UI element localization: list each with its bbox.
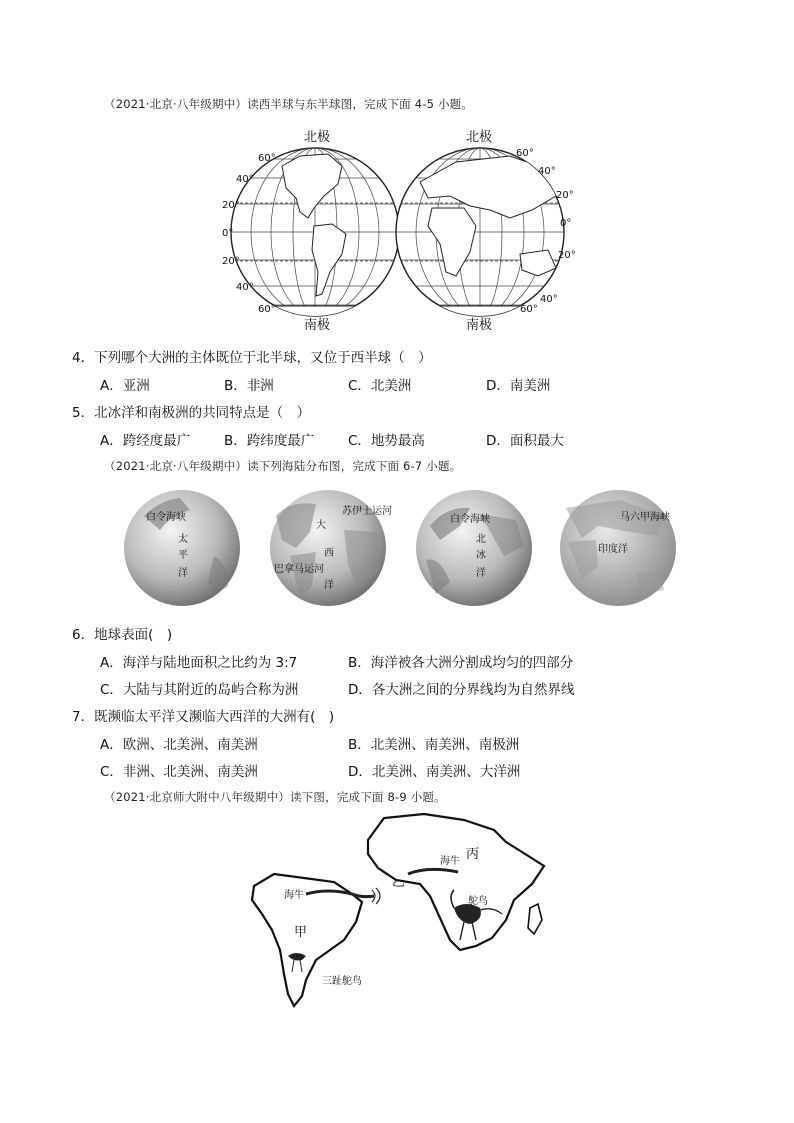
g1-label: 洋 bbox=[178, 568, 188, 579]
question-7-stem: 7．既濒临太平洋又濒临大西洋的大洲有( ) bbox=[72, 709, 335, 725]
west-lat-label: 40° bbox=[236, 174, 254, 185]
section3-intro: （2021·北京师大附中八年级期中）读下图，完成下面 8-9 小题。 bbox=[104, 790, 446, 804]
west-lat-label: 0° bbox=[222, 228, 234, 239]
q5-option-b[interactable]: B．跨纬度最广 bbox=[224, 433, 315, 449]
q7-option-c[interactable]: C．非洲、北美洲、南美洲 bbox=[100, 764, 258, 780]
q5-option-d[interactable]: D．面积最大 bbox=[486, 433, 564, 449]
east-north-pole-label: 北极 bbox=[466, 130, 493, 145]
east-lat-label: 60° bbox=[520, 304, 538, 315]
west-lat-label: 60° bbox=[258, 304, 276, 315]
q4-option-a[interactable]: A．亚洲 bbox=[100, 378, 150, 394]
west-lat-label: 20° bbox=[222, 256, 240, 267]
section2-intro: （2021·北京·八年级期中）读下列海陆分布图，完成下面 6-7 小题。 bbox=[104, 459, 462, 473]
question-4-stem: 4．下列哪个大洲的主体既位于北半球，又位于西半球（ ） bbox=[72, 350, 432, 366]
section1-intro: （2021·北京·八年级期中）读西半球与东半球图，完成下面 4-5 小题。 bbox=[104, 97, 474, 111]
g2-label: 大 bbox=[316, 520, 326, 531]
globe-atlantic bbox=[270, 490, 392, 606]
manatee-left-label: 海牛 bbox=[284, 890, 304, 901]
q6-option-d[interactable]: D．各大洲之间的分界线均为自然界线 bbox=[348, 682, 575, 698]
west-north-pole-label: 北极 bbox=[304, 130, 331, 145]
label-yi: 乙 bbox=[392, 875, 406, 890]
g3-label: 冰 bbox=[476, 550, 486, 561]
east-lat-label: 60° bbox=[516, 148, 534, 159]
west-lat-label: 60° bbox=[258, 153, 276, 164]
g2-label: 洋 bbox=[324, 580, 334, 591]
west-lat-label: 40° bbox=[236, 282, 254, 293]
east-lat-label: 40° bbox=[538, 166, 556, 177]
g1-label: 平 bbox=[178, 550, 188, 561]
g2-label: 苏伊士运河 bbox=[342, 506, 392, 517]
q6-option-b[interactable]: B．海洋被各大洲分割成均匀的四部分 bbox=[348, 655, 574, 671]
globe-indian bbox=[560, 490, 676, 606]
g2-label: 巴拿马运河 bbox=[274, 564, 324, 575]
g3-label: 洋 bbox=[476, 568, 486, 579]
east-lat-label: 20° bbox=[556, 190, 574, 201]
west-lat-label: 20° bbox=[222, 200, 240, 211]
g4-label: 印度洋 bbox=[598, 544, 628, 555]
g1-label: 白令海峡 bbox=[146, 512, 186, 523]
question-5-stem: 5．北冰洋和南极洲的共同特点是（ ） bbox=[72, 405, 311, 421]
q4-option-b[interactable]: B．非洲 bbox=[224, 378, 274, 394]
globe-pacific bbox=[124, 490, 240, 606]
q7-option-b[interactable]: B．北美洲、南美洲、南极洲 bbox=[348, 737, 520, 753]
sea-land-globes bbox=[120, 486, 680, 612]
q6-option-a[interactable]: A．海洋与陆地面积之比约为 3:7 bbox=[100, 655, 298, 671]
q7-option-a[interactable]: A．欧洲、北美洲、南美洲 bbox=[100, 737, 258, 753]
g4-label: 马六甲海峡 bbox=[620, 512, 670, 523]
rhea-label: 三趾鸵鸟 bbox=[322, 976, 362, 987]
g3-label: 北 bbox=[476, 534, 486, 545]
g1-label: 太 bbox=[178, 534, 188, 545]
east-south-pole-label: 南极 bbox=[466, 318, 493, 333]
south-america-africa-map bbox=[244, 810, 554, 1010]
q4-option-d[interactable]: D．南美洲 bbox=[486, 378, 551, 394]
hemispheres-map bbox=[220, 126, 580, 334]
manatee-right-label: 海牛 bbox=[440, 856, 460, 867]
ostrich-label: 鸵鸟 bbox=[468, 896, 488, 907]
g3-label: 白令海峡 bbox=[450, 514, 490, 525]
label-bing: 丙 bbox=[466, 847, 480, 862]
west-south-pole-label: 南极 bbox=[304, 318, 331, 333]
globe-arctic bbox=[416, 490, 532, 606]
east-lat-label: 0° bbox=[560, 218, 572, 229]
east-lat-label: 40° bbox=[540, 294, 558, 305]
question-6-stem: 6．地球表面( ) bbox=[72, 627, 173, 643]
q5-option-a[interactable]: A．跨经度最广 bbox=[100, 433, 191, 449]
east-lat-label: 20° bbox=[558, 250, 576, 261]
q7-option-d[interactable]: D．北美洲、南美洲、大洋洲 bbox=[348, 764, 521, 780]
q5-option-c[interactable]: C．地势最高 bbox=[348, 433, 425, 449]
q4-option-c[interactable]: C．北美洲 bbox=[348, 378, 412, 394]
label-jia: 甲 bbox=[294, 925, 308, 940]
g2-label: 西 bbox=[324, 548, 334, 559]
q6-option-c[interactable]: C．大陆与其附近的岛屿合称为洲 bbox=[100, 682, 299, 698]
